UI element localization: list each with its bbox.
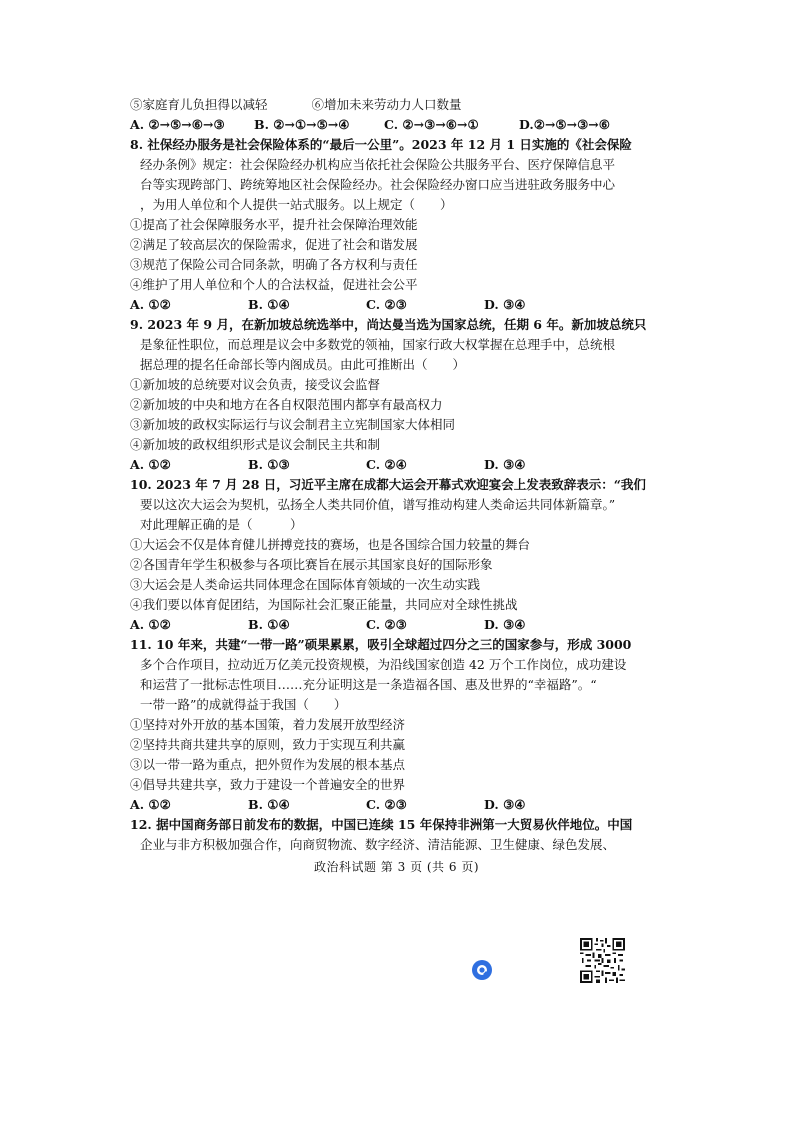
question-12 xyxy=(130,815,670,855)
option-c: C. ②③ xyxy=(366,297,407,312)
item-6: ⑥增加未来劳动力人口数量 xyxy=(311,97,462,112)
answer-options xyxy=(130,615,670,635)
option-a: A. ①② xyxy=(130,797,171,812)
statement-item: ④新加坡的政权组织形式是议会制民主共和制 xyxy=(130,437,381,452)
option-d: D.②→⑤→③→⑥ xyxy=(519,117,610,132)
statement-item: ①大运会不仅是体育健儿拼搏竞技的赛场，也是各国综合国力较量的舞台 xyxy=(130,537,531,552)
app-logo-icon xyxy=(471,959,493,981)
statement-item: ④我们要以体育促团结，为国际社会汇聚正能量，共同应对全球性挑战 xyxy=(130,597,518,612)
previous-question-options xyxy=(130,115,670,135)
question-stem-line: 10. 2023 年 7 月 28 日，习近平主席在成都大运会开幕式欢迎宴会上发表致辞表示：“我们 xyxy=(130,477,646,492)
item-5: ⑤家庭育儿负担得以减轻 xyxy=(130,97,268,112)
question-10 xyxy=(130,475,670,635)
previous-question-items xyxy=(130,95,670,115)
question-stem-line: 12. 据中国商务部日前发布的数据，中国已连续 15 年保持非洲第一大贸易伙伴地位。中国 xyxy=(130,817,633,832)
option-a: A. ②→⑤→⑥→③ xyxy=(130,117,225,132)
option-a: A. ①② xyxy=(130,297,171,312)
answer-options xyxy=(130,795,670,815)
option-c: C. ②③ xyxy=(366,797,407,812)
option-c: C. ②③ xyxy=(366,617,407,632)
statement-item: ③以一带一路为重点，把外贸作为发展的根本基点 xyxy=(130,757,406,772)
statement-item: ④维护了用人单位和个人的合法权益，促进社会公平 xyxy=(130,277,418,292)
question-8 xyxy=(130,135,670,315)
question-stem-line: 要以这次大运会为契机，弘扬全人类共同价值，谱写推动构建人类命运共同体新篇章。” xyxy=(140,497,616,512)
question-stem-line: 台等实现跨部门、跨统筹地区社会保险经办。社会保险经办窗口应当进驻政务服务中心 xyxy=(140,177,616,192)
statement-item: ①提高了社会保障服务水平，提升社会保障治理效能 xyxy=(130,217,418,232)
statement-item: ②新加坡的中央和地方在各自权限范围内都享有最高权力 xyxy=(130,397,443,412)
question-stem-line: 企业与非方积极加强合作，向商贸物流、数字经济、清洁能源、卫生健康、绿色发展、 xyxy=(140,837,616,852)
option-b: B. ①④ xyxy=(248,617,290,632)
option-b: B. ①③ xyxy=(248,457,290,472)
option-b: B. ②→①→⑤→④ xyxy=(254,117,350,132)
page-content xyxy=(130,95,670,855)
question-stem-line: 经办条例》规定：社会保险经办机构应当依托社会保险公共服务平台、医疗保障信息平 xyxy=(140,157,616,172)
statement-item: ②各国青年学生积极参与各项比赛旨在展示其国家良好的国际形象 xyxy=(130,557,493,572)
option-b: B. ①④ xyxy=(248,297,290,312)
question-stem-line: 8. 社保经办服务是社会保险体系的“最后一公里”。2023 年 12 月 1 日实施的《社会保险 xyxy=(130,137,632,152)
question-11 xyxy=(130,635,670,815)
qr-code-icon xyxy=(580,938,625,983)
statement-item: ①坚持对外开放的基本国策，着力发展开放型经济 xyxy=(130,717,406,732)
page-footer: 政治科试题 第 3 页 (共 6 页) xyxy=(313,860,480,874)
question-stem-line: 是象征性职位，而总理是议会中多数党的领袖，国家行政大权掌握在总理手中，总统根 xyxy=(140,337,616,352)
statement-item: ④倡导共建共享，致力于建设一个普遍安全的世界 xyxy=(130,777,406,792)
statement-item: ①新加坡的总统要对议会负责，接受议会监督 xyxy=(130,377,381,392)
option-a: A. ①② xyxy=(130,617,171,632)
option-d: D. ③④ xyxy=(484,797,526,812)
option-d: D. ③④ xyxy=(484,297,526,312)
question-stem-line: 9. 2023 年 9 月，在新加坡总统选举中，尚达曼当选为国家总统，任期 6 年。新加坡总统只 xyxy=(130,317,647,332)
question-9 xyxy=(130,315,670,475)
answer-options xyxy=(130,455,670,475)
statement-item: ③大运会是人类命运共同体理念在国际体育领域的一次生动实践 xyxy=(130,577,481,592)
question-stem-line: 对此理解正确的是（ ） xyxy=(140,517,303,532)
statement-item: ③规范了保险公司合同条款，明确了各方权利与责任 xyxy=(130,257,418,272)
answer-options xyxy=(130,295,670,315)
question-stem-line: ，为用人单位和个人提供一站式服务。以上规定（ ） xyxy=(140,197,453,212)
statement-item: ②坚持共商共建共享的原则，致力于实现互利共赢 xyxy=(130,737,406,752)
question-stem-line: 多个合作项目，拉动近万亿美元投资规模，为沿线国家创造 42 万个工作岗位，成功建设 xyxy=(140,657,627,672)
option-a: A. ①② xyxy=(130,457,171,472)
option-d: D. ③④ xyxy=(484,617,526,632)
question-stem-line: 11. 10 年来，共建“一带一路”硕果累累，吸引全球超过四分之三的国家参与，形成 3000 xyxy=(130,637,632,652)
question-stem-line: 据总理的提名任命部长等内阁成员。由此可推断出（ ） xyxy=(140,357,466,372)
question-stem-line: 一带一路”的成就得益于我国（ ） xyxy=(140,697,347,712)
question-stem-line: 和运营了一批标志性项目……充分证明这是一条造福各国、惠及世界的“幸福路”。“ xyxy=(140,677,597,692)
option-b: B. ①④ xyxy=(248,797,290,812)
statement-item: ②满足了较高层次的保险需求，促进了社会和谐发展 xyxy=(130,237,418,252)
statement-item: ③新加坡的政权实际运行与议会制君主立宪制国家大体相同 xyxy=(130,417,456,432)
option-c: C. ②→③→⑥→① xyxy=(384,117,479,132)
option-d: D. ③④ xyxy=(484,457,526,472)
option-c: C. ②④ xyxy=(366,457,407,472)
